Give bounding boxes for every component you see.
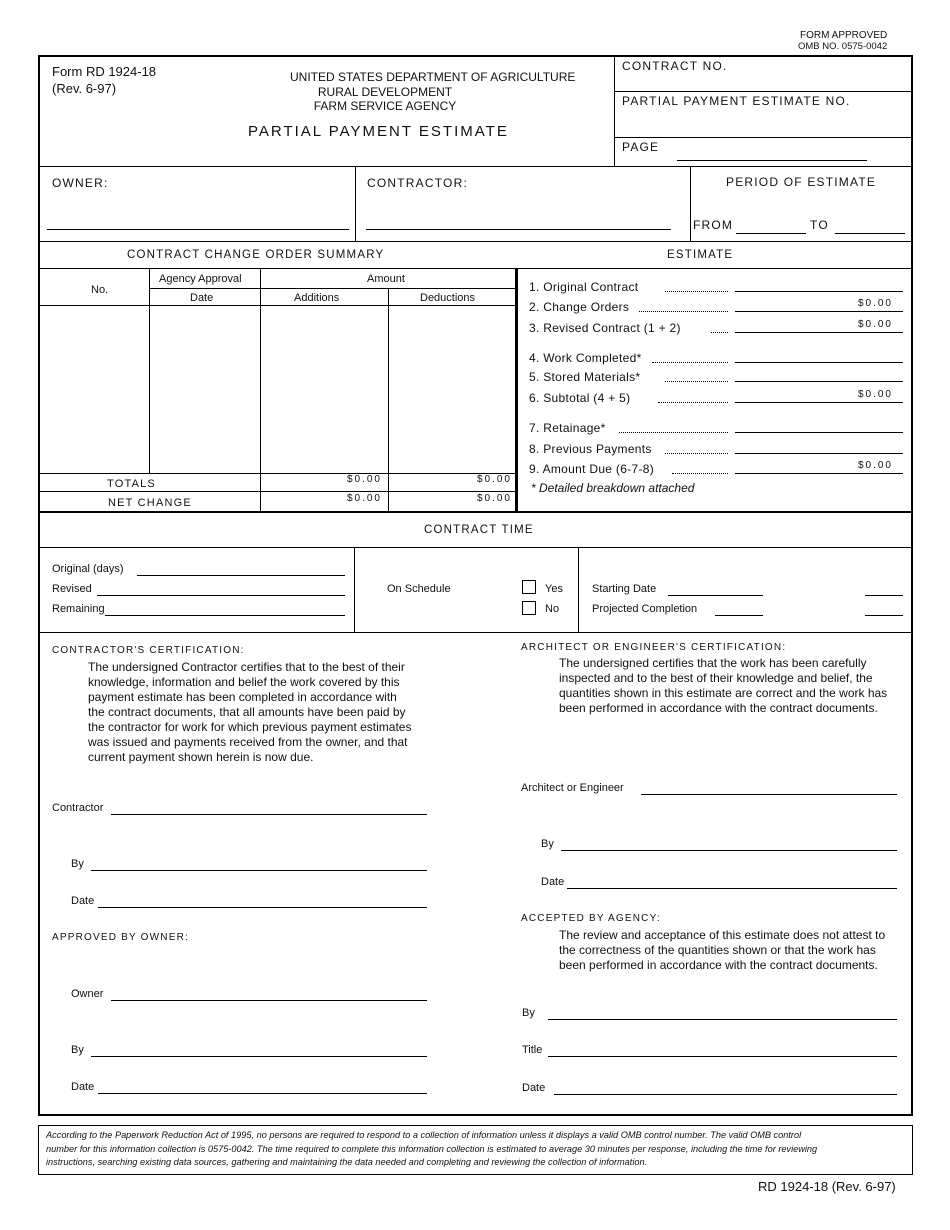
starting-date-label: Starting Date: [592, 583, 657, 595]
on-schedule-label: On Schedule: [387, 583, 451, 595]
footer-form-id: RD 1924-18 (Rev. 6-97): [758, 1179, 896, 1194]
net-change-additions: $0.00: [346, 493, 382, 504]
estimate-item-label: 4. Work Completed*: [529, 351, 642, 365]
on-schedule-no-label: No: [545, 603, 560, 615]
estimate-item-input[interactable]: [735, 453, 903, 454]
agency-title-input[interactable]: [548, 1056, 897, 1057]
contractor-cert-text: [88, 660, 411, 765]
contractor-cert-line: the contractor for work for which previous payment estimates: [88, 720, 412, 734]
architect-cert-line: The undersigned certifies that the work has been carefully: [559, 656, 867, 670]
estimate-item-leader: [711, 332, 728, 333]
estimate-item-leader: [652, 362, 728, 363]
estimate-item-leader: [665, 453, 728, 454]
col-amount-header: Amount: [367, 273, 405, 285]
architect-date-input[interactable]: [567, 888, 897, 889]
contractor-cert-line: The undersigned Contractor certifies that to the best of their: [88, 660, 405, 674]
contract-time-title: CONTRACT TIME: [424, 524, 534, 536]
estimate-item-input[interactable]: [735, 473, 903, 474]
owner-date-label: Date: [71, 1081, 95, 1093]
architect-by-label: By: [541, 838, 554, 850]
period-from-input[interactable]: [736, 233, 806, 234]
owner-input[interactable]: [47, 229, 349, 230]
owner-date-input[interactable]: [98, 1093, 427, 1094]
agency-acceptance-title: ACCEPTED BY AGENCY:: [521, 913, 661, 924]
form-number: Form RD 1924-18: [52, 64, 157, 79]
original-days-label: Original (days): [52, 563, 124, 575]
estimate-no-label: PARTIAL PAYMENT ESTIMATE NO.: [622, 94, 851, 108]
projected-completion-extra-input[interactable]: [865, 615, 903, 616]
col-date-header: Date: [190, 292, 214, 304]
estimate-item-leader: [639, 311, 728, 312]
projected-completion-input[interactable]: [715, 615, 763, 616]
paperwork-notice-text: [46, 1129, 817, 1170]
architect-cert-line: been performed in accordance with the contract documents.: [559, 701, 878, 715]
architect-cert-line: quantities shown in this estimate are correct and the work has: [559, 686, 888, 700]
estimate-item-input[interactable]: [735, 332, 903, 333]
estimate-item-leader: [665, 381, 728, 382]
estimate-item-label: 5. Stored Materials*: [529, 370, 641, 384]
agency-date-input[interactable]: [554, 1094, 897, 1095]
estimate-item-label: 7. Retainage*: [529, 421, 606, 435]
contract-no-label: CONTRACT NO.: [622, 59, 728, 73]
estimate-item-label: 6. Subtotal (4 + 5): [529, 391, 631, 405]
contractor-sign-label: Contractor: [52, 802, 104, 814]
agency-date-label: Date: [522, 1082, 546, 1094]
contractor-date-input[interactable]: [98, 907, 427, 908]
owner-label: OWNER:: [52, 176, 109, 190]
totals-label: TOTALS: [107, 478, 156, 490]
architect-cert-text: [559, 656, 887, 716]
period-of-estimate-label: PERIOD OF ESTIMATE: [726, 175, 877, 189]
estimate-item-label: 3. Revised Contract (1 + 2): [529, 321, 681, 335]
estimate-item-input[interactable]: [735, 381, 903, 382]
col-agency-approval-header: Agency Approval: [159, 273, 242, 285]
revised-input[interactable]: [97, 595, 345, 596]
form-title: PARTIAL PAYMENT ESTIMATE: [248, 123, 509, 140]
estimate-item-value: $0.00: [857, 389, 893, 400]
owner-sign-input[interactable]: [111, 1000, 427, 1001]
contractor-date-label: Date: [71, 895, 95, 907]
form-revision: (Rev. 6-97): [52, 81, 117, 96]
agency-rural-development: RURAL DEVELOPMENT: [317, 85, 453, 99]
agency-acceptance-line: The review and acceptance of this estimate does not attest to: [559, 928, 886, 942]
architect-by-input[interactable]: [561, 850, 897, 851]
projected-completion-label: Projected Completion: [592, 603, 698, 615]
remaining-input[interactable]: [105, 615, 345, 616]
estimate-item-input[interactable]: [735, 402, 903, 403]
estimate-item-leader: [672, 473, 728, 474]
owner-sign-label: Owner: [71, 988, 104, 1000]
page-input[interactable]: [677, 160, 867, 161]
agency-by-label: By: [522, 1007, 535, 1019]
starting-date-extra-input[interactable]: [865, 595, 903, 596]
paperwork-notice-line: instructions, searching existing data sources, gathering and maintaining the data needed and completing and reviewing the collection of information.: [46, 1157, 648, 1167]
contractor-sign-input[interactable]: [111, 814, 427, 815]
contractor-by-input[interactable]: [91, 870, 427, 871]
revised-label: Revised: [52, 583, 92, 595]
page-label: PAGE: [622, 140, 660, 154]
estimate-no-input[interactable]: [622, 110, 902, 134]
owner-by-input[interactable]: [91, 1056, 427, 1057]
estimate-item-label: 9. Amount Due (6-7-8): [529, 462, 655, 476]
period-to-input[interactable]: [835, 233, 905, 234]
net-change-deductions: $0.00: [476, 493, 512, 504]
estimate-item-leader: [619, 432, 728, 433]
contractor-cert-line: payment estimate has been completed in accordance with: [88, 690, 397, 704]
form-approved-label: FORM APPROVED: [800, 30, 888, 41]
period-to-label: TO: [810, 218, 829, 232]
starting-date-input[interactable]: [668, 595, 763, 596]
department-name: UNITED STATES DEPARTMENT OF AGRICULTURE: [290, 70, 576, 84]
estimate-item-value: $0.00: [857, 298, 893, 309]
agency-farm-service: FARM SERVICE AGENCY: [313, 99, 457, 113]
architect-cert-line: inspected and to the best of their knowledge and belief, the: [559, 671, 873, 685]
net-change-label: NET CHANGE: [108, 497, 192, 509]
on-schedule-yes-checkbox[interactable]: [522, 580, 536, 594]
estimate-item-leader: [665, 291, 728, 292]
paperwork-notice-line: According to the Paperwork Reduction Act of 1995, no persons are required to respond to a collection of information unless it displays a valid OMB control number. The valid OMB control: [46, 1130, 802, 1140]
estimate-item-label: 1. Original Contract: [529, 280, 639, 294]
totals-deductions: $0.00: [476, 474, 512, 485]
on-schedule-yes-label: Yes: [545, 583, 563, 595]
estimate-title: ESTIMATE: [667, 249, 734, 261]
estimate-item-input[interactable]: [735, 291, 903, 292]
agency-acceptance-line: been performed in accordance with the contract documents.: [559, 958, 878, 972]
contractor-cert-line: the contract documents, that all amounts have been paid by: [88, 705, 406, 719]
col-deductions-header: Deductions: [420, 292, 476, 304]
architect-cert-title: ARCHITECT OR ENGINEER'S CERTIFICATION:: [521, 642, 787, 653]
col-no-header: No.: [91, 284, 109, 296]
contractor-input[interactable]: [366, 229, 671, 230]
estimate-item-value: $0.00: [857, 460, 893, 471]
agency-title-label: Title: [522, 1044, 543, 1056]
agency-acceptance-line: the correctness of the quantities shown or that the work has: [559, 943, 876, 957]
agency-acceptance-text: [559, 928, 885, 973]
estimate-item-input[interactable]: [735, 311, 903, 312]
estimate-item-label: 2. Change Orders: [529, 300, 630, 314]
breakdown-note: * Detailed breakdown attached: [531, 481, 695, 495]
architect-sign-label: Architect or Engineer: [521, 782, 624, 794]
architect-date-label: Date: [541, 876, 565, 888]
on-schedule-no-checkbox[interactable]: [522, 601, 536, 615]
estimate-item-label: 8. Previous Payments: [529, 442, 652, 456]
paperwork-notice-line: number for this information collection is 0575-0042. The time required to complete this information collection is estimated to average 30 minutes per response, including the time for reviewing: [46, 1143, 818, 1154]
agency-by-input[interactable]: [548, 1019, 897, 1020]
period-from-label: FROM: [693, 218, 734, 232]
estimate-item-input[interactable]: [735, 432, 903, 433]
owner-approval-title: APPROVED BY OWNER:: [52, 932, 189, 943]
contractor-by-label: By: [71, 858, 84, 870]
change-order-rows[interactable]: [40, 306, 515, 473]
contractor-cert-title: CONTRACTOR'S CERTIFICATION:: [52, 645, 245, 656]
contractor-cert-line: current payment shown herein is now due.: [88, 750, 314, 764]
contract-no-input[interactable]: [622, 74, 902, 89]
contractor-cert-line: knowledge, information and belief the work covered by this: [88, 675, 400, 689]
omb-number-label: OMB NO. 0575-0042: [798, 41, 888, 52]
estimate-item-input[interactable]: [735, 362, 903, 363]
estimate-item-value: $0.00: [857, 319, 893, 330]
remaining-label: Remaining: [52, 603, 105, 615]
contractor-label: CONTRACTOR:: [367, 176, 468, 190]
owner-by-label: By: [71, 1044, 84, 1056]
architect-sign-input[interactable]: [641, 794, 897, 795]
estimate-item-leader: [658, 402, 728, 403]
contractor-cert-line: was issued and payments received from the owner, and that: [88, 735, 408, 749]
change-order-summary-title: CONTRACT CHANGE ORDER SUMMARY: [127, 249, 385, 261]
col-additions-header: Additions: [294, 292, 340, 304]
totals-additions: $0.00: [346, 474, 382, 485]
original-days-input[interactable]: [137, 575, 345, 576]
